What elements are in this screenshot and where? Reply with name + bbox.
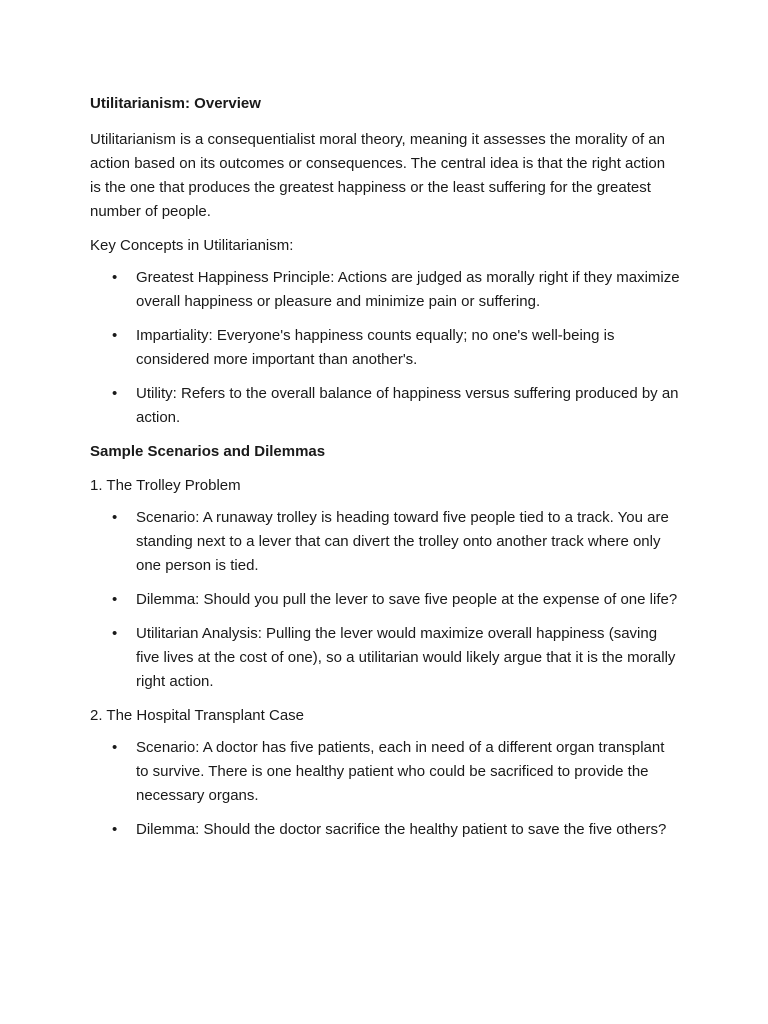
scenario-1-list — [90, 506, 680, 694]
bullet-icon: • — [112, 327, 118, 344]
list-item-text: Scenario: A doctor has five patients, each in need of a different organ transplant to survive. There is one healthy patient who could be sacrificed to provide the necessary organs. — [136, 739, 665, 804]
list-item-text: Impartiality: Everyone's happiness counts equally; no one's well-being is considered more important than another's. — [136, 327, 615, 368]
list-item-text: Dilemma: Should you pull the lever to save five people at the expense of one life? — [136, 591, 678, 608]
document-title: Utilitarianism: Overview — [90, 95, 261, 112]
list-item — [90, 622, 680, 694]
list-item — [90, 324, 680, 372]
list-item-text: Scenario: A runaway trolley is heading toward five people tied to a track. You are standing next to a lever that can divert the trolley onto another track where only one person is tied. — [136, 509, 669, 574]
list-item-text: Utility: Refers to the overall balance of happiness versus suffering produced by an action. — [136, 385, 679, 426]
key-concepts-list — [90, 266, 680, 430]
bullet-icon: • — [112, 509, 118, 526]
bullet-icon: • — [112, 591, 118, 608]
list-item — [90, 266, 680, 314]
list-item — [90, 588, 680, 612]
list-item — [90, 818, 680, 842]
list-item-text: Dilemma: Should the doctor sacrifice the healthy patient to save the five others? — [136, 821, 667, 838]
list-item-text: Utilitarian Analysis: Pulling the lever would maximize overall happiness (saving five lives at the cost of one), so a utilitarian would likely argue that it is the morally right action. — [136, 625, 676, 690]
list-item — [90, 506, 680, 578]
list-item — [90, 736, 680, 808]
key-concepts-heading: Key Concepts in Utilitarianism: — [90, 237, 294, 254]
bullet-icon: • — [112, 269, 118, 286]
bullet-icon: • — [112, 739, 118, 756]
list-item-text: Greatest Happiness Principle: Actions are judged as morally right if they maximize overall happiness or pleasure and minimize pain or suffering. — [136, 269, 680, 310]
document-page — [90, 92, 680, 852]
bullet-icon: • — [112, 625, 118, 642]
scenarios-heading: Sample Scenarios and Dilemmas — [90, 443, 326, 460]
list-item — [90, 382, 680, 430]
scenario-2-list — [90, 736, 680, 842]
scenario-1-heading: 1. The Trolley Problem — [90, 477, 241, 494]
scenario-2-heading: 2. The Hospital Transplant Case — [90, 707, 305, 724]
bullet-icon: • — [112, 385, 118, 402]
intro-paragraph: Utilitarianism is a consequentialist moral theory, meaning it assesses the morality of an action based on its outcomes or consequences. The central idea is that the right action is the one that produces the greatest happiness or the least suffering for the greatest number of people. — [90, 131, 666, 220]
bullet-icon: • — [112, 821, 118, 838]
